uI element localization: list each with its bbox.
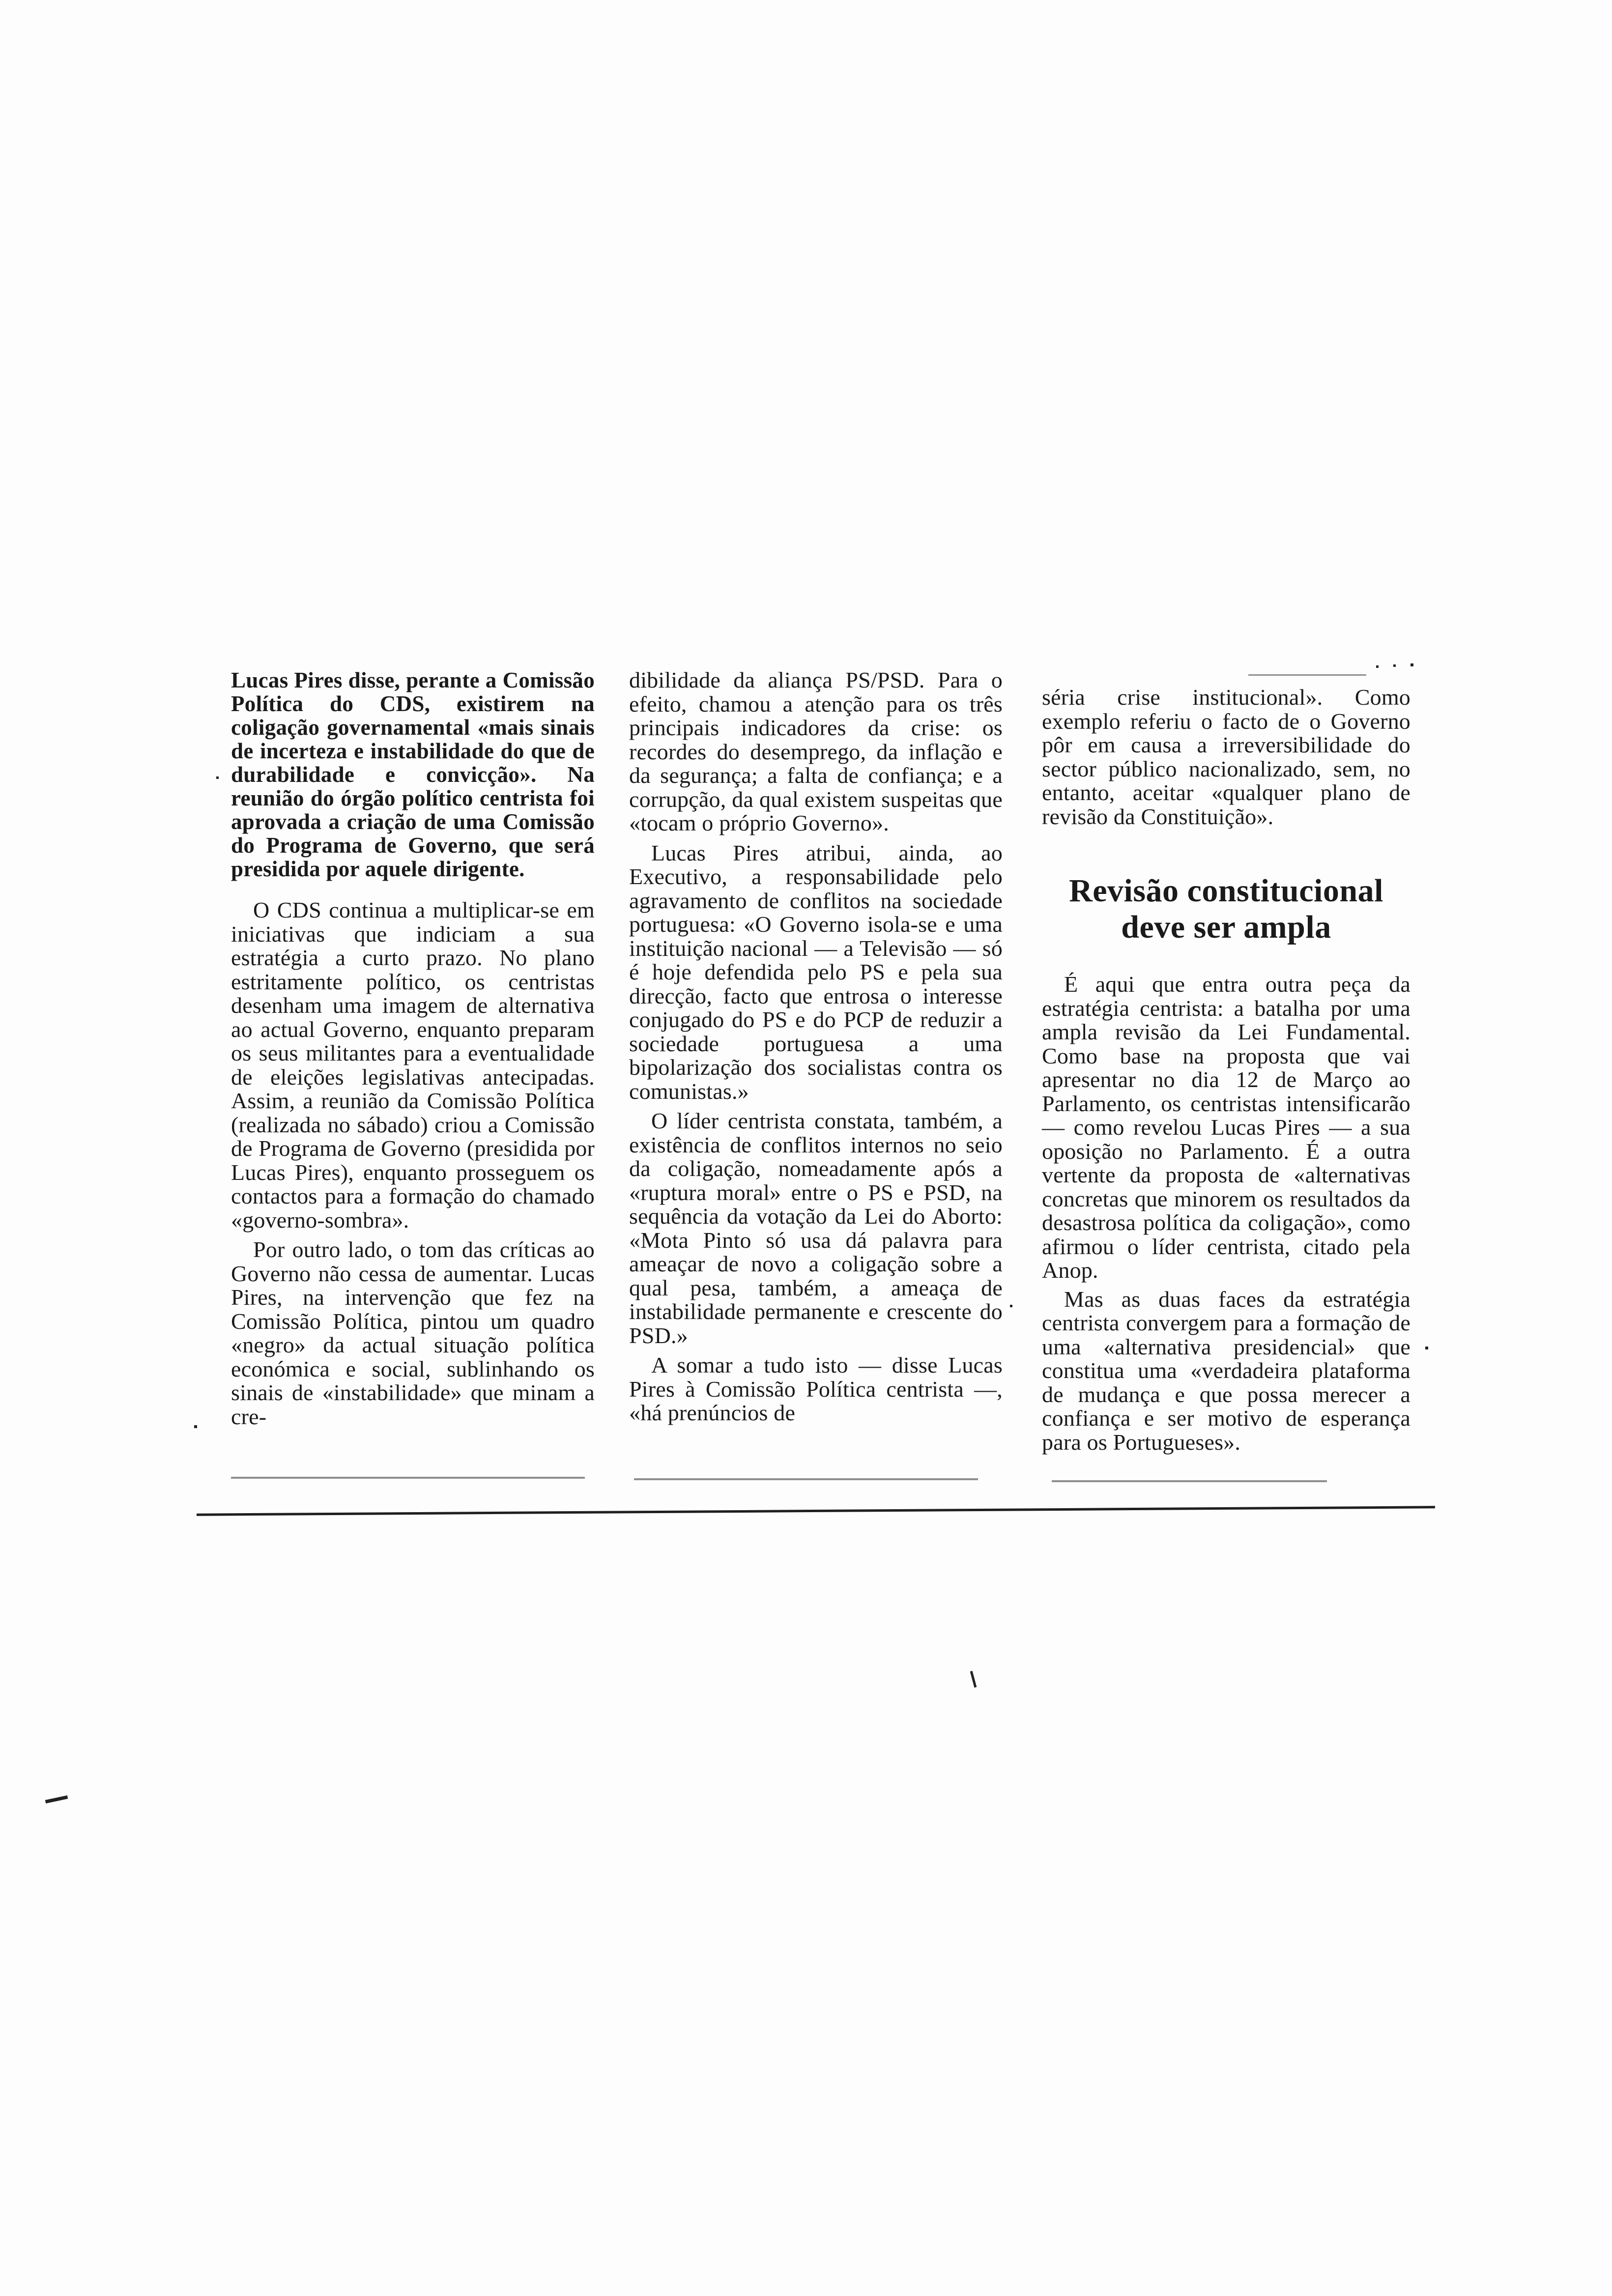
stray-mark	[194, 1425, 197, 1428]
stray-mark	[1376, 665, 1379, 668]
column-3-body	[1042, 973, 1410, 1454]
column-3-paragraph-2: Mas as duas faces da estratégia centrista convergem para a formação de uma «alternativa presidencial» que constitua uma «verdadeira plataforma de mudança e que possa merecer a confiança e ser motivo de esperança para os Portugueses».	[1042, 1286, 1410, 1455]
stray-mark	[970, 1671, 977, 1688]
stray-mark	[1425, 1347, 1428, 1349]
bottom-rule	[197, 1506, 1435, 1516]
cut-text-trace	[634, 1478, 978, 1480]
stray-mark	[216, 776, 219, 779]
column-3-top-paragraph: séria crise institucional». Como exemplo referiu o facto de o Governo pôr em causa a irreversibilidade do sector público nacionalizado, sem, no entanto, aceitar «qualquer plano de revisão da Constituição».	[1042, 685, 1410, 829]
stray-mark	[1010, 1305, 1012, 1307]
column-1-paragraph-2: Por outro lado, o tom das críticas ao Governo não cessa de aumentar. Lucas Pires, na intervenção que fez na Comissão Política, pintou um quadro «negro» da actual situação política económica e social, sublinhando os sinais de «instabilidade» que minam a cre-	[231, 1237, 595, 1429]
column-2-paragraph-1: dibilidade da aliança PS/PSD. Para o efeito, chamou a atenção para os três principais indicadores da crise: os recordes do desemprego, da inflação e da segurança; a falta de confiança; e a corrupção, da qual existem suspeitas que «tocam o próprio Governo».	[629, 667, 1003, 835]
top-edge-trace	[1248, 674, 1366, 676]
article-column-3	[1042, 686, 1410, 1454]
column-2-paragraph-4: A somar a tudo isto — disse Lucas Pires à Comissão Política centrista —, «há prenúncios de	[629, 1352, 1003, 1425]
stray-mark	[45, 1795, 68, 1803]
column-2-paragraph-3: O líder centrista constata, também, a existência de conflitos internos no seio da coligação, nomeadamente após a «ruptura moral» entre o PS e PSD, na sequência da votação da Lei do Aborto: «Mota Pinto só usa dá palavra para ameaçar de novo a coligação sobre a qual pesa, também, a ameaça de instabilidade permanente e crescente do PSD.»	[629, 1108, 1003, 1348]
column-2-paragraph-2: Lucas Pires atribui, ainda, ao Executivo, a responsabilidade pelo agravamento de conflitos na sociedade portuguesa: «O Governo isola-se e uma instituição nacional — a Televisão — só é hoje defendida pelo PS e pela sua direcção, facto que entrosa o interesse conjugado do PS e do PCP de reduzir a sociedade portuguesa a uma bipolarização dos socialistas contra os comunistas.»	[629, 840, 1003, 1104]
stray-mark	[1393, 664, 1396, 667]
stray-mark	[1410, 663, 1413, 666]
cut-text-trace	[1052, 1480, 1327, 1482]
article-column-1	[231, 668, 595, 1429]
column-1-paragraph-1: O CDS continua a multiplicar-se em iniciativas que indiciam a sua estratégia a curto prazo. No plano estritamente político, os centristas desenham uma imagem de alternativa ao actual Governo, enquanto preparam os seus militantes para a eventualidade de eleições legislativas antecipadas. Assim, a reunião da Comissão Política (realizada no sábado) criou a Comissão de Programa de Governo (presidida por Lucas Pires), enquanto prosseguem os contactos para a formação do chamado «governo-sombra».	[231, 897, 595, 1233]
section-headline: Revisão constitucional deve ser ampla	[1069, 873, 1383, 945]
article-lead: Lucas Pires disse, perante a Comissão Política do CDS, existirem na coligação governamental «mais sinais de incerteza e instabilidade do que de durabilidade e convicção». Na reunião do órgão político centrista foi aprovada a criação de uma Comissão do Programa de Governo, que será presidida por aquele dirigente.	[231, 668, 595, 881]
article-column-2	[629, 668, 1003, 1425]
cut-text-trace	[231, 1477, 585, 1479]
column-3-paragraph-1: É aqui que entra outra peça da estratégia centrista: a batalha por uma ampla revisão da Lei Fundamental. Como base na proposta que vai apresentar no dia 12 de Março ao Parlamento, os centristas intensificarão — como revelou Lucas Pires — a sua oposição no Parlamento. É a outra vertente da proposta de «alternativas concretas que minorem os resultados da desastrosa política da coligação», como afirmou o líder centrista, citado pela Anop.	[1042, 972, 1410, 1283]
